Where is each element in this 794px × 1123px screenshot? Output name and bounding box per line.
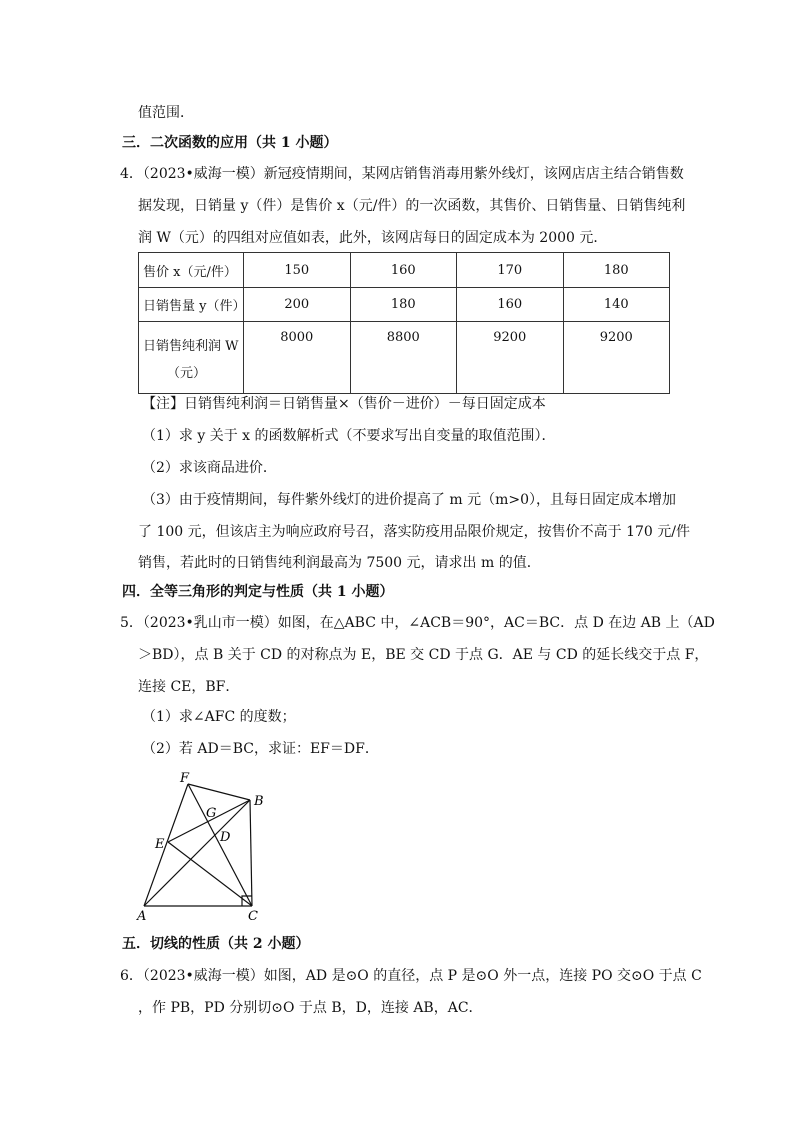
table-cell: 140 xyxy=(563,288,670,322)
table-cell: 160 xyxy=(457,288,564,322)
table-header-cell: 日销售量 y（件） xyxy=(139,288,244,322)
table-cell: 9200 xyxy=(457,322,564,394)
q4-part-2: （2）求该商品进价． xyxy=(142,460,277,476)
q5-line-3: 连接 CE，BF． xyxy=(138,679,240,695)
note-line: 【注】日销售纯利润＝日销售量×（售价－进价）－每日固定成本 xyxy=(142,396,546,412)
segment-ab xyxy=(144,800,250,906)
table-row xyxy=(139,288,670,322)
label-g: G xyxy=(206,806,217,821)
geometry-figure xyxy=(132,768,272,926)
q4-part-3-line-3: 销售，若此时的日销售纯利润最高为 7500 元，请求出 m 的值． xyxy=(138,555,541,571)
table-cell: 8800 xyxy=(350,322,457,394)
table-row xyxy=(139,322,670,394)
label-b: B xyxy=(254,794,264,809)
q5-line-2: ＞BD），点 B 关于 CD 的对称点为 E，BE 交 CD 于点 G．AE 与 CD 的延长线交于点 F， xyxy=(138,647,709,663)
label-a: A xyxy=(137,909,147,924)
segment-cb xyxy=(250,800,252,906)
q6-line-2: ，作 PB，PD 分别切⊙O 于点 B，D，连接 AB，AC． xyxy=(138,1000,483,1016)
table-cell: 150 xyxy=(244,253,351,288)
q4-line-1: 4．（2023•威海一模）新冠疫情期间，某网店销售消毒用紫外线灯，该网店店主结合销售数 xyxy=(120,166,684,182)
section-heading-4: 四．全等三角形的判定与性质（共 1 小题） xyxy=(122,584,394,600)
section-heading-5: 五．切线的性质（共 2 小题） xyxy=(122,936,310,952)
table-cell: 8000 xyxy=(244,322,351,394)
label-d: D xyxy=(220,830,231,845)
table-header-line-2: （元） xyxy=(167,365,207,381)
q4-line-2: 据发现，日销量 y（件）是售价 x（元/件）的一次函数，其售价、日销售量、日销售纯利 xyxy=(138,198,686,214)
q6-line-1: 6．（2023•威海一模）如图，AD 是⊙O 的直径，点 P 是⊙O 外一点，连接 PO 交⊙O 于点 C xyxy=(120,968,702,984)
table-cell: 160 xyxy=(350,253,457,288)
q5-part-2: （2）若 AD＝BC，求证：EF＝DF． xyxy=(142,741,379,757)
table-header-cell: 售价 x（元/件） xyxy=(139,253,244,288)
label-e: E xyxy=(155,837,165,852)
table-cell: 180 xyxy=(350,288,457,322)
q5-line-1: 5．（2023•乳山市一模）如图，在△ABC 中，∠ACB＝90°，AC＝BC．点 D 在边 AB 上（AD xyxy=(120,615,715,631)
q4-line-3: 润 W（元）的四组对应值如表，此外，该网店每日的固定成本为 2000 元． xyxy=(138,230,608,246)
q4-part-3-line-2: 了 100 元，但该店主为响应政府号召，落实防疫用品限价规定，按售价不高于 170 元/件 xyxy=(138,524,690,540)
table-header-line-1: 日销售纯利润 W xyxy=(143,338,239,354)
table-row xyxy=(139,253,670,288)
section-heading-3: 三．二次函数的应用（共 1 小题） xyxy=(122,135,338,151)
segment-af xyxy=(144,784,188,906)
segment-ec xyxy=(168,842,252,906)
table-cell: 180 xyxy=(563,253,670,288)
table-cell: 200 xyxy=(244,288,351,322)
q4-part-1: （1）求 y 关于 x 的函数解析式（不要求写出自变量的取值范围）． xyxy=(142,428,556,444)
text-line: 值范围． xyxy=(138,105,194,121)
table-cell: 170 xyxy=(457,253,564,288)
q4-part-3-line-1: （3）由于疫情期间，每件紫外线灯的进价提高了 m 元（m>0），且每日固定成本增加 xyxy=(142,492,676,508)
table-cell: 9200 xyxy=(563,322,670,394)
segment-fc xyxy=(188,784,252,906)
q5-part-1: （1）求∠AFC 的度数； xyxy=(142,709,296,725)
segment-fb xyxy=(188,784,250,800)
price-sales-table xyxy=(138,252,670,394)
label-c: C xyxy=(248,909,258,924)
table-header-cell xyxy=(139,322,244,394)
label-f: F xyxy=(180,771,190,786)
